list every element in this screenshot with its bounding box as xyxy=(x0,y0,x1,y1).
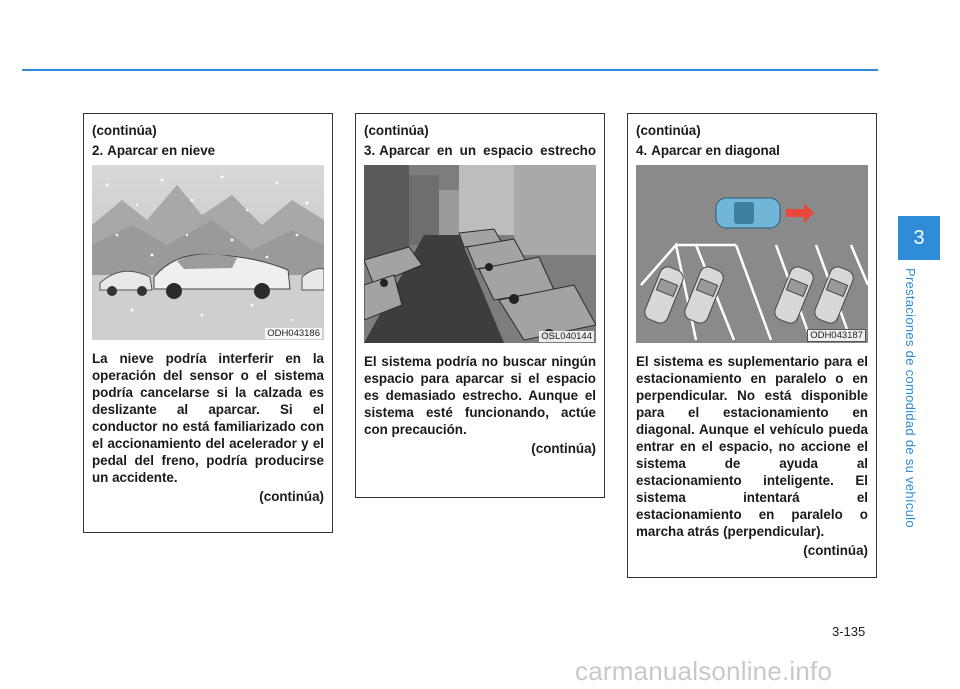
step-title: Aparcar en nieve xyxy=(107,143,216,158)
step-title: Aparcar en diagonal xyxy=(651,143,780,158)
top-rule xyxy=(22,69,878,71)
figure-code: OSL040144 xyxy=(541,331,592,342)
step-heading xyxy=(636,142,868,159)
column-diagonal xyxy=(627,113,877,578)
chapter-tab: 3 xyxy=(898,216,940,260)
continued-header: (continúa) xyxy=(92,123,157,138)
diagonal-parking-illustration xyxy=(636,165,868,343)
watermark: carmanualsonline.info xyxy=(575,656,833,686)
column-snow xyxy=(83,113,333,533)
body-text: La nieve podría interferir en la operación del sensor o el sistema podría cancelarse si la calzada es deslizante al aparcar. Si el conductor no está familiarizado con el accionamiento del acelerador y el pedal del freno, podría producirse un accidente. xyxy=(92,351,324,485)
step-number: 2. xyxy=(92,143,104,158)
narrow-space-illustration xyxy=(364,165,596,343)
diagonal-parking-graphic xyxy=(636,165,868,343)
chapter-title: Prestaciones de comodidad de su vehículo xyxy=(903,268,918,528)
step-number: 3. xyxy=(364,143,376,158)
continued-footer: (continúa) xyxy=(531,441,596,456)
column-narrow-space xyxy=(355,113,605,498)
step-heading xyxy=(364,142,596,159)
snow-parking-illustration xyxy=(92,165,324,340)
step-heading xyxy=(92,142,324,159)
body-text: El sistema podría no buscar ningún espacio para aparcar si el espacio es demasiado estrecho. Aunque el sistema esté funcionando, actúe con precaución. xyxy=(364,354,596,437)
continued-header: (continúa) xyxy=(364,123,429,138)
body-text: El sistema es suplementario para el estacionamiento en paralelo o en perpendicular. No está disponible para el estacionamiento en diagonal. Aunque el vehículo pueda entrar en el espacio, no accione el sistema de ayuda al estacionamiento inteligente. El sistema intentará el estacionamiento en paralelo o marcha atrás (perpendicular). xyxy=(636,354,868,539)
figure-code: ODH043187 xyxy=(807,329,866,342)
continued-footer: (continúa) xyxy=(259,489,324,504)
page-number: 3-135 xyxy=(832,624,866,639)
step-number: 4. xyxy=(636,143,648,158)
snow-scene-graphic xyxy=(92,165,324,340)
figure-code: ODH043186 xyxy=(267,328,320,339)
continued-footer: (continúa) xyxy=(803,543,868,558)
step-title: Aparcar en un espacio estrecho xyxy=(379,143,596,158)
continued-header: (continúa) xyxy=(636,123,701,138)
narrow-street-graphic xyxy=(364,165,596,343)
